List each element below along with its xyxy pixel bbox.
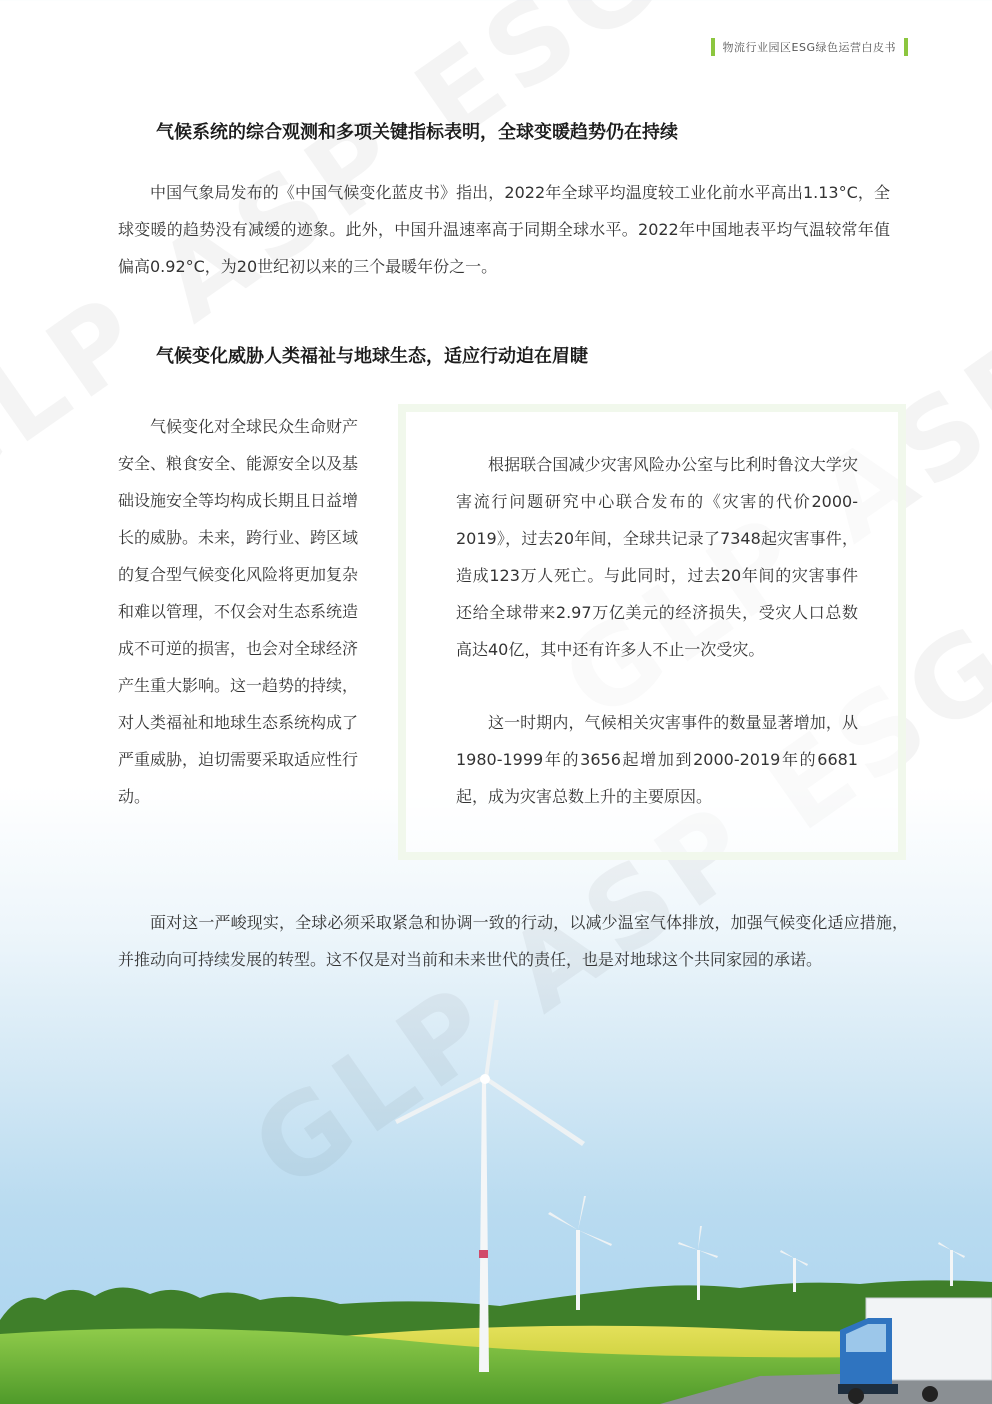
section3-paragraph: 面对这一严峻现实，全球必须采取紧急和协调一致的行动，以减少温室气体排放，加强气候变化适应措施，并推动向可持续发展的转型。这不仅是对当前和未来世代的责任，也是对地球这个共同家园的承诺。 bbox=[118, 913, 908, 969]
page-header bbox=[711, 38, 908, 56]
wind-turbine-small-4 bbox=[938, 1242, 965, 1286]
section1-heading: 气候系统的综合观测和多项关键指标表明，全球变暖趋势仍在持续 bbox=[156, 122, 678, 143]
section2-heading: 气候变化威胁人类福祉与地球生态，适应行动迫在眉睫 bbox=[156, 346, 588, 367]
box-paragraph-2: 这一时期内，气候相关灾害事件的数量显著增加，从1980-1999年的3656起增加到2000-2019年的6681起，成为灾害总数上升的主要原因。 bbox=[456, 713, 858, 806]
header-left-mark bbox=[711, 38, 715, 56]
section1-paragraph: 中国气象局发布的《中国气候变化蓝皮书》指出，2022年全球平均温度较工业化前水平高出1.13°C，全球变暖的趋势没有减缓的迹象。此外，中国升温速率高于同期全球水平。2022年中国地表平均气温较常年值偏高0.92°C，为20世纪初以来的三个最暖年份之一。 bbox=[118, 183, 890, 276]
header-title: 物流行业园区ESG绿色运营白皮书 bbox=[722, 41, 896, 54]
header-right-mark bbox=[904, 38, 908, 56]
wind-farm-scenery bbox=[0, 1000, 992, 1404]
box-paragraph-1: 根据联合国减少灾害风险办公室与比利时鲁汶大学灾害流行问题研究中心联合发布的《灾害的代价2000-2019》，过去20年间，全球共记录了7348起灾害事件，造成123万人死亡。与此同时，过去20年间的灾害事件还给全球带来2.97万亿美元的经济损失，受灾人口总数高达40亿，其中还有许多人不止一次受灾。 bbox=[456, 455, 858, 659]
section2-left-paragraph: 气候变化对全球民众生命财产安全、粮食安全、能源安全以及基础设施安全等均构成长期且日益增长的威胁。未来，跨行业、跨区域的复合型气候变化风险将更加复杂和难以管理，不仅会对生态系统造成不可逆的损害，也会对全球经济产生重大影响。这一趋势的持续，对人类福祉和地球生态系统构成了严重威胁，迫切需要采取适应性行动。 bbox=[118, 417, 359, 806]
